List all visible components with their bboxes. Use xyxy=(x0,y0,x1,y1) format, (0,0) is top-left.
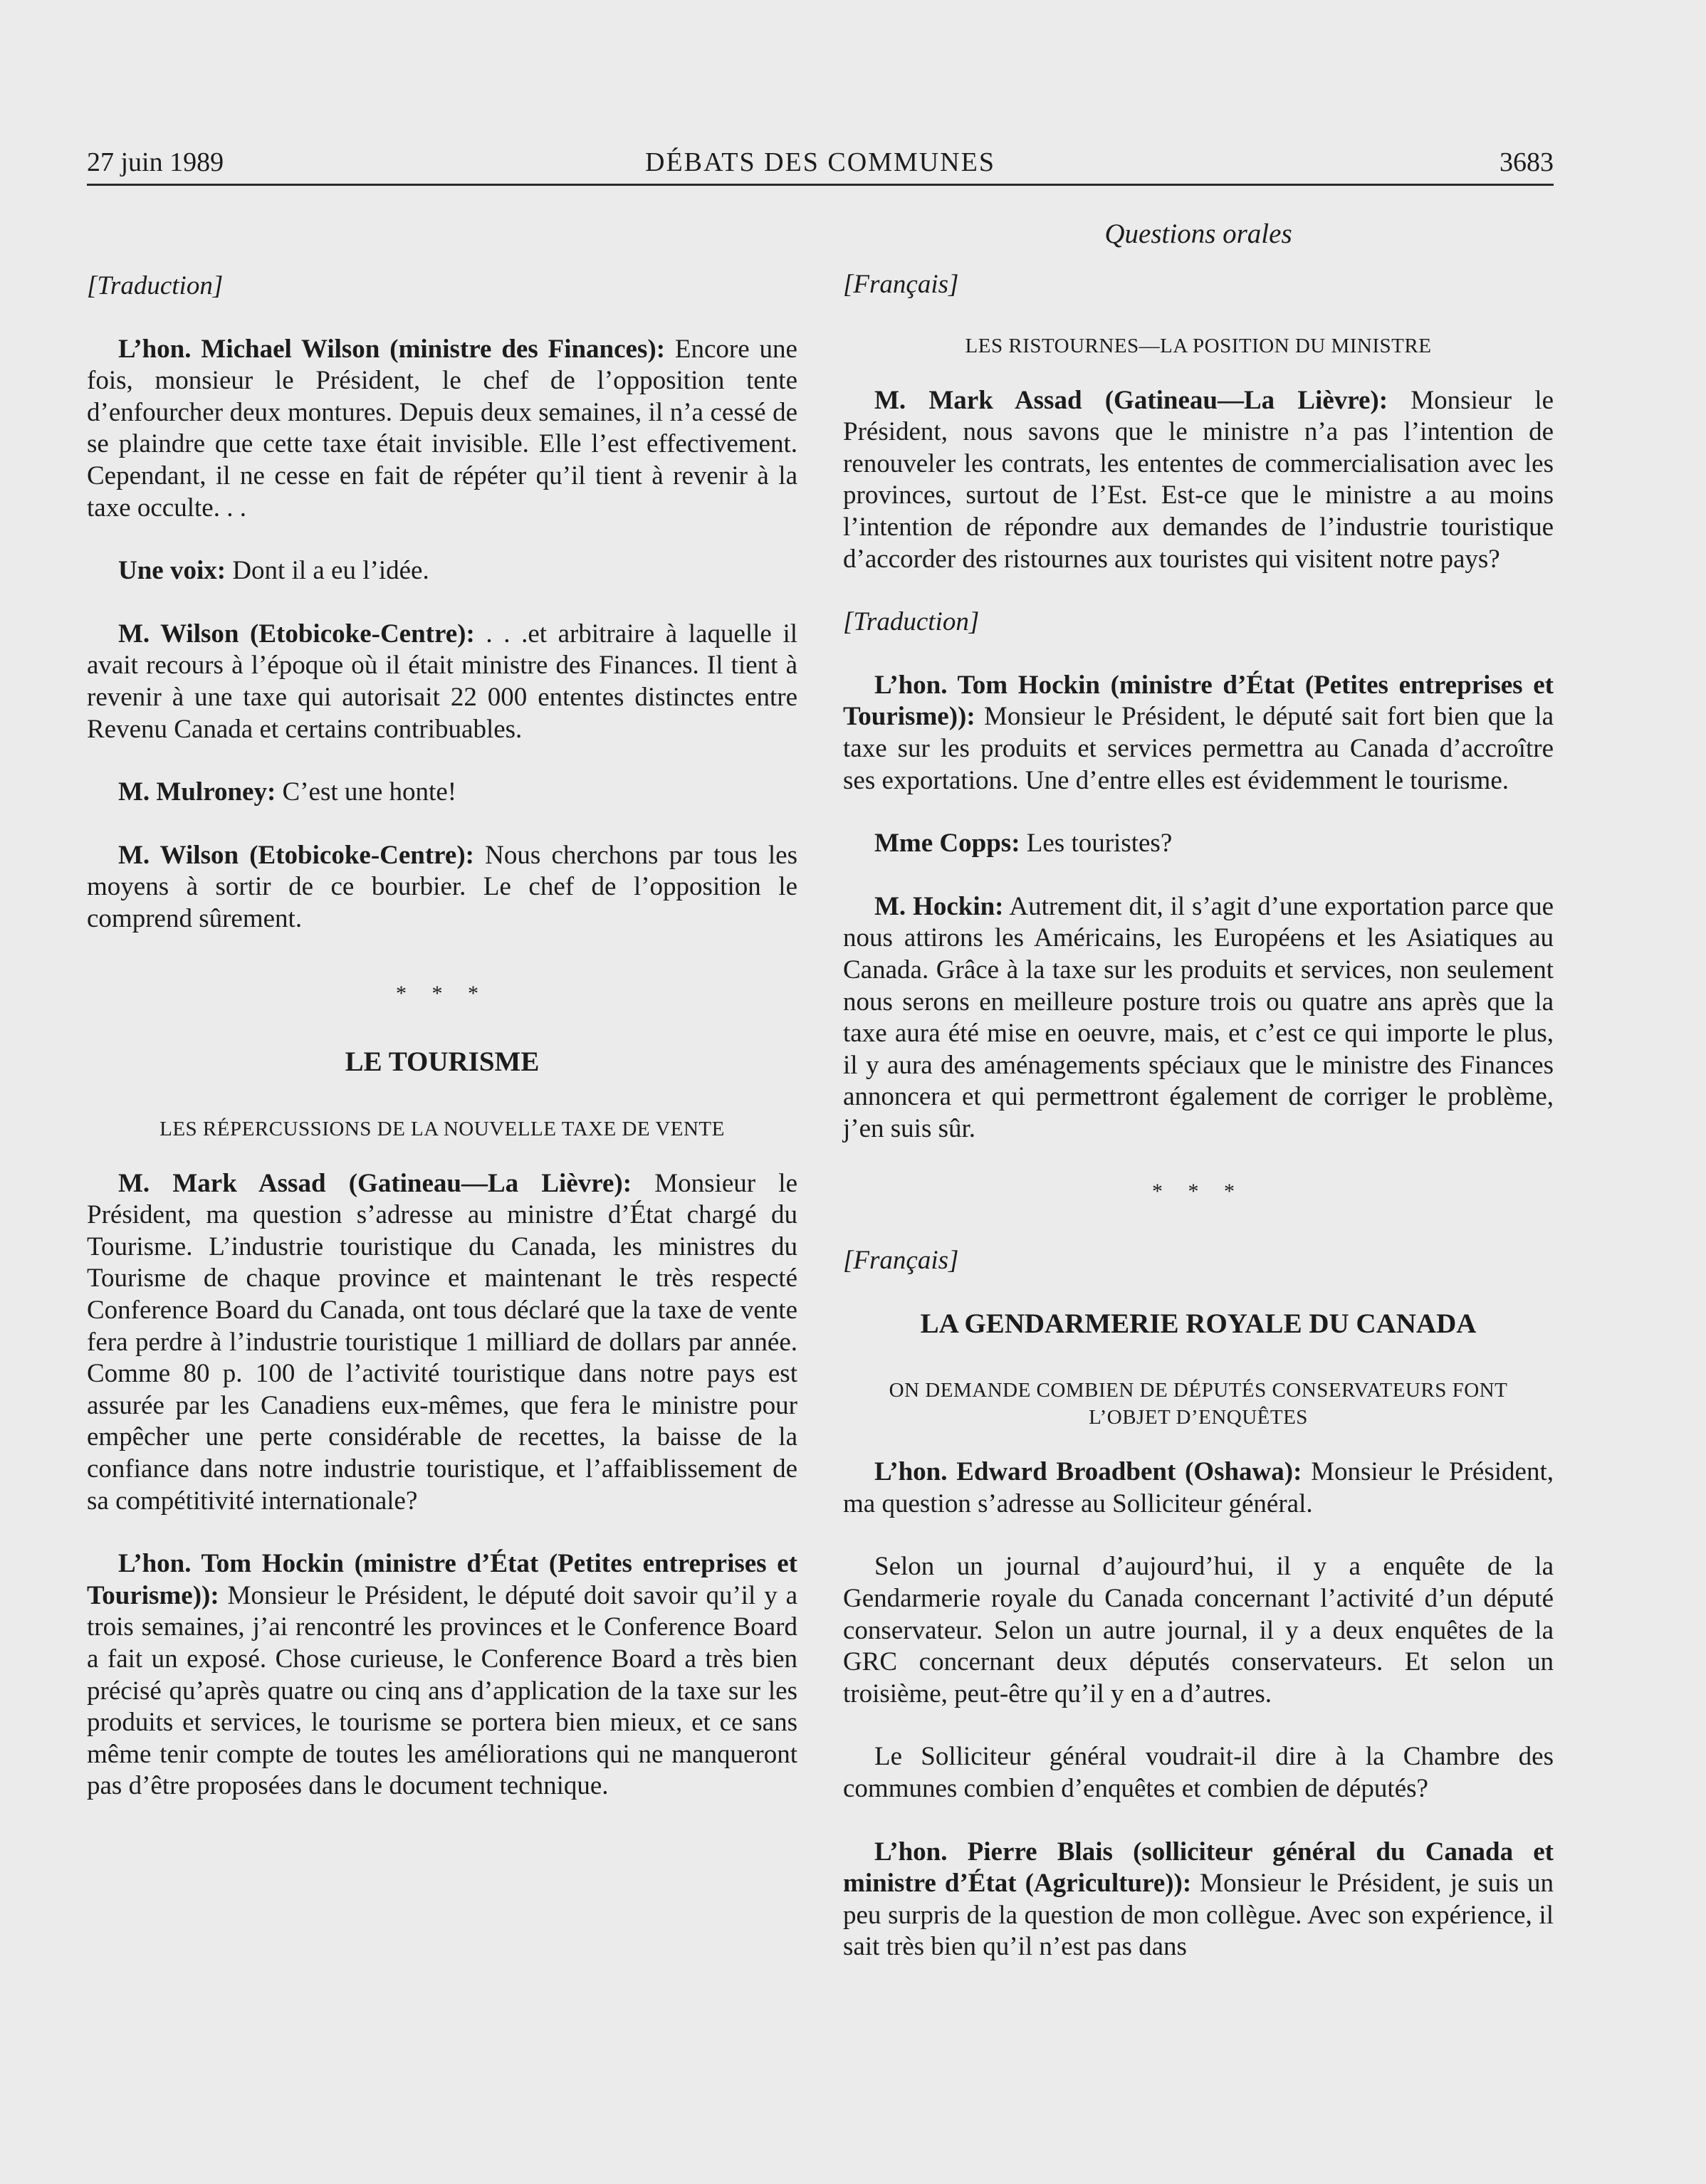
speech-paragraph xyxy=(87,777,797,809)
speaker-name: M. Mark Assad (Gatineau—La Lièvre): xyxy=(118,1168,632,1198)
speech-paragraph xyxy=(87,555,797,587)
speech-paragraph xyxy=(843,670,1554,797)
language-note: [Français] xyxy=(843,1246,959,1276)
speech-text: Les touristes? xyxy=(1020,829,1173,859)
speech-text: Dont il a eu l’idée. xyxy=(226,556,429,586)
speaker-name: M. Wilson (Etobicoke-Centre): xyxy=(118,840,474,870)
speech-paragraph xyxy=(843,1837,1554,1963)
left-column xyxy=(87,271,797,1834)
section-heading: LA GENDARMERIE ROYALE DU CANADA xyxy=(920,1308,1477,1339)
speech-text: C’est une honte! xyxy=(276,777,457,807)
speaker-name: M. Hockin: xyxy=(874,891,1004,921)
speech-paragraph xyxy=(87,334,797,525)
header-date: 27 juin 1989 xyxy=(87,147,224,177)
speech-text: Nous cherchons par tous les moyens à sortir de ce bourbier. Le chef de l’opposition le comprend sûrement. xyxy=(87,840,797,933)
speaker-name: L’hon. Tom Hockin (ministre d’État (Petites entreprises et Tourisme)): xyxy=(87,1549,797,1610)
section-subheading: LES RÉPERCUSSIONS DE LA NOUVELLE TAXE DE VENTE xyxy=(159,1117,725,1140)
speech-text: . . .et arbitraire à laquelle il avait recours à l’époque où il était ministre des Finances. Il tient à revenir à une taxe qui autorisait 22 000 ententes distinctes entre Revenu Canada et certains contribuables. xyxy=(87,619,797,744)
speaker-name: L’hon. Edward Broadbent (Oshawa): xyxy=(874,1457,1302,1487)
speech-paragraph xyxy=(843,891,1554,1145)
speech-text: Monsieur le Président, nous savons que le ministre n’a pas l’intention de renouveler les contrats, les ententes de commercialisation avec les provinces, surtout de l’Est. Est-ce que le ministre a au moins l’intention de répondre aux demandes de l’industrie touristique d’accorder des ristournes aux touristes qui visitent notre pays? xyxy=(843,385,1554,574)
speaker-name: L’hon. Pierre Blais (solliciteur général du Canada et ministre d’État (Agriculture)): xyxy=(843,1837,1554,1899)
speech-paragraph xyxy=(843,385,1554,576)
speaker-name: L’hon. Tom Hockin (ministre d’État (Petites entreprises et Tourisme)): xyxy=(843,670,1554,732)
speech-paragraph xyxy=(87,619,797,745)
section-heading: LE TOURISME xyxy=(345,1046,540,1078)
speaker-name: Une voix: xyxy=(118,556,226,586)
speaker-name: L’hon. Michael Wilson (ministre des Finances): xyxy=(118,334,666,364)
page-header xyxy=(87,144,1554,186)
speaker-name: M. Wilson (Etobicoke-Centre): xyxy=(118,619,475,649)
speech-text: Monsieur le Président, ma question s’adresse au ministre d’État chargé du Tourisme. L’industrie touristique du Canada, les ministres du Tourisme de chaque province et maintenant le très respecté Conference Board du Canada, ont tous déclaré que la taxe de vente fera perdre à l’industrie touristique 1 milliard de dollars par année. Comme 80 p. 100 de l’activité touristique dans notre pays est assurée par les Canadiens eux-mêmes, que fera le ministre pour empêcher une perte considérable de recettes, la baisse de la confiance dans notre industrie touristique, et l’affaiblissement de sa compétitivité internationale? xyxy=(87,1168,797,1516)
section-subheading: ON DEMANDE COMBIEN DE DÉPUTÉS CONSERVATEURS FONT L’OBJET D’ENQUÊTES xyxy=(889,1379,1508,1429)
right-column xyxy=(843,269,1554,1995)
speech-paragraph: Selon un journal d’aujourd’hui, il y a enquête de la Gendarmerie royale du Canada concernant l’activité d’un député conservateur. Selon un autre journal, il y a deux enquêtes de la GRC concernant deux députés conservateurs. Et selon un troisième, peut-être qu’il y en a d’autres. xyxy=(843,1552,1554,1708)
section-subheading: LES RISTOURNES—LA POSITION DU MINISTRE xyxy=(965,334,1432,357)
speech-text: Monsieur le Président, ma question s’adresse au Solliciteur général. xyxy=(843,1457,1554,1518)
speech-paragraph xyxy=(87,1168,797,1518)
speech-text: Autrement dit, il s’agit d’une exportation parce que nous attirons les Américains, les Européens et les Asiatiques au Canada. Grâce à la taxe sur les produits et services, non seulement nous serons en meilleure posture trois ou quatre ans après que la taxe aura été mise en oeuvre, mais, et c’est ce qui importe le plus, il y aura des aménagements spéciaux que le ministre des Finances annoncera et qui permettront également de corriger le problème, j’en suis sûr. xyxy=(843,891,1554,1143)
language-note: [Traduction] xyxy=(87,271,224,300)
speech-text: Monsieur le Président, le député doit savoir qu’il y a trois semaines, j’ai rencontré les provinces et le Conference Board a fait un exposé. Chose curieuse, le Conference Board a très bien précisé qu’après quatre ou cinq ans d’application de la taxe sur les produits et services, le tourisme se portera bien mieux, et ce sans même tenir compte de toutes les améliorations qui ne manqueront pas d’être proposées dans le document technique. xyxy=(87,1580,797,1801)
header-title: DÉBATS DES COMMUNES xyxy=(645,147,995,177)
speaker-name: Mme Copps: xyxy=(874,829,1020,859)
speech-text: Monsieur le Président, le député sait fort bien que la taxe sur les produits et services permettra au Canada d’accroître ses exportations. Une d’entre elles est évidemment le tourisme. xyxy=(843,702,1554,795)
speech-paragraph xyxy=(87,840,797,935)
page-number: 3683 xyxy=(1500,147,1554,177)
language-note: [Traduction] xyxy=(843,607,980,637)
running-head: Questions orales xyxy=(1104,219,1292,249)
section-separator: * * * xyxy=(1152,1180,1245,1204)
speech-paragraph xyxy=(87,1548,797,1802)
speech-paragraph xyxy=(843,828,1554,860)
speech-text: Encore une fois, monsieur le Président, le chef de l’opposition tente d’enfourcher deux montures. Depuis deux semaines, il n’a cessé de se plaindre que cette taxe était invisible. Elle l’est effectivement. Cependant, il ne cesse en fait de répéter qu’il tient à revenir à la taxe occulte. . . xyxy=(87,334,797,523)
language-note: [Français] xyxy=(843,270,959,299)
speaker-name: M. Mulroney: xyxy=(118,777,276,807)
section-separator: * * * xyxy=(396,981,488,1005)
speaker-name: M. Mark Assad (Gatineau—La Lièvre): xyxy=(874,385,1388,415)
speech-paragraph: Le Solliciteur général voudrait-il dire à la Chambre des communes combien d’enquêtes et combien de députés? xyxy=(843,1742,1554,1803)
speech-paragraph xyxy=(843,1456,1554,1520)
speech-text: Monsieur le Président, je suis un peu surpris de la question de mon collègue. Avec son expérience, il sait très bien qu’il n’est pas dans xyxy=(843,1869,1554,1962)
